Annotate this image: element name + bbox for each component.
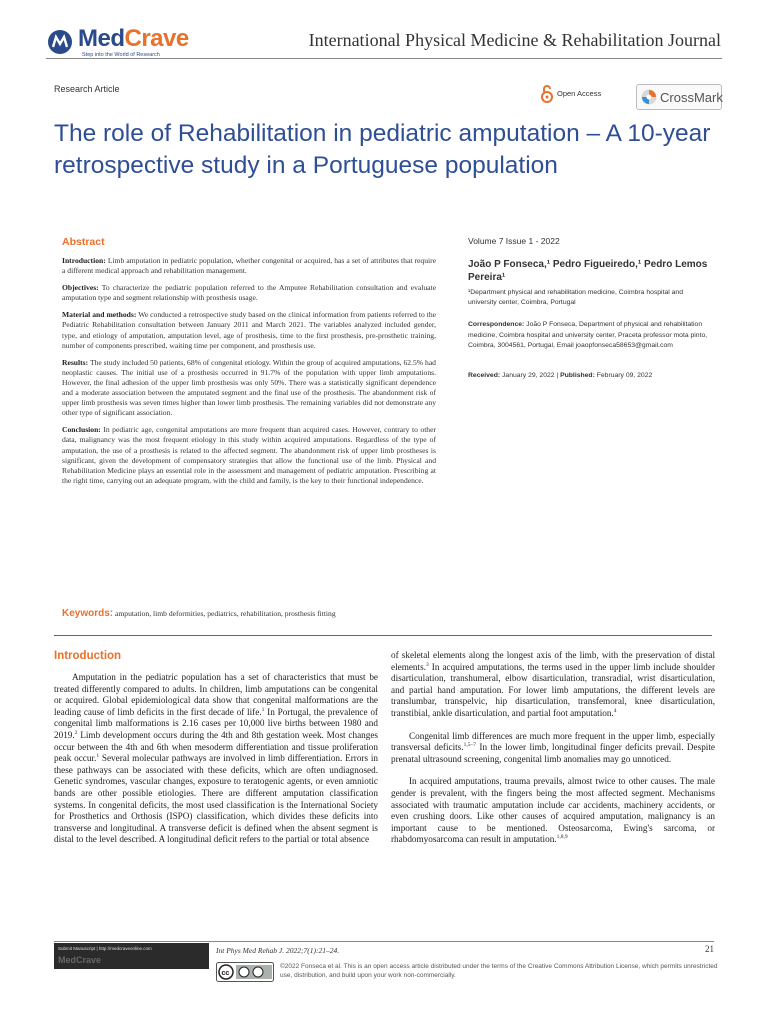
crossmark-button[interactable] xyxy=(636,84,722,110)
keywords xyxy=(62,608,436,619)
dates: Received: January 29, 2022 | Published: February 09, 2022 xyxy=(468,372,653,379)
open-access-lock-icon xyxy=(541,84,553,104)
introduction-heading: Introduction xyxy=(54,650,122,662)
abstract-results: Results: The study included 50 patients, 68% of congenital etiology. Within the group of acquired amputations, 62.5% had neoplastic causes. The initial use of a prosthesis occurred in 91.7% of the population with upper limb amputations. However, the final adhesion of the upper limb prosthesis was only 50%. There was a statistically significant dependence and a moderate association between the amputated segment and the final use of the prosthesis. The abandonment risk of upper limb prosthesis was seven times higher than lower limb prosthesis. The remaining variables did not demonstrate any other type of significant association. xyxy=(62,357,436,418)
correspondence xyxy=(468,320,713,352)
correspondence-label: Correspondence: xyxy=(468,321,525,328)
volume-issue: Volume 7 Issue 1 - 2022 xyxy=(468,236,560,246)
body-column-right xyxy=(391,650,715,857)
footer-divider xyxy=(54,941,714,942)
keywords-list: amputation, limb deformities, pediatrics, rehabilitation, prosthesis fitting xyxy=(115,609,336,618)
header-divider xyxy=(46,58,722,59)
abstract-body xyxy=(62,256,436,493)
open-access-badge[interactable] xyxy=(541,84,631,104)
svg-text:cc: cc xyxy=(221,970,230,977)
abstract-divider xyxy=(54,635,712,636)
logo-tagline: Step into the World of Research xyxy=(82,52,160,58)
article-type: Research Article xyxy=(54,84,120,94)
intro-paragraph-3: In acquired amputations, trauma prevails, almost twice to other causes. The male gender is prevalent, with the fingers being the most affected segment. Mechanisms associated with traumatic amputation include car accidents, machinery accidents, or even crushing doors. Like other causes of acquired amputation, malignancy is an important cause to be mentioned. Osteosarcoma, Ewing's sarcoma, or rhabdomyosarcoma can result in amputation.$^{1,8,9}$ xyxy=(391,776,715,845)
medcrave-logo[interactable] xyxy=(46,25,206,62)
submit-manuscript-banner[interactable] xyxy=(54,943,209,969)
intro-paragraph-2: Congenital limb differences are much more frequent in the upper limb, especially transversal deficits.$^{1,5-7}$ In the lower limb, longitudinal finger deficits prevail. Despite prenatal ultrasound screening, congenital limb anomalies may go unnoticed. xyxy=(391,730,715,764)
open-access-label: Open Access xyxy=(557,89,602,98)
abstract-heading: Abstract xyxy=(62,236,105,248)
abstract-introduction: Introduction: Limb amputation in pediatric population, whether congenital or acquired, has a set of attributes that require a different medical approach and rehabilitation management. xyxy=(62,256,436,276)
abstract-methods: Material and methods: We conducted a retrospective study based on the clinical information from patients referred to the Pediatric Rehabilitation consultation between January 2011 and March 2021. The variables analyzed included gender, type, and etiology of amputation, amputation level, age of prosthesis, time to the first prosthesis, pre-prosthetic training, number of components prescribed, waiting time per component, and prosthesis use. xyxy=(62,310,437,350)
journal-title[interactable]: International Physical Medicine & Rehabilitation Journal xyxy=(308,30,721,50)
crossmark-icon xyxy=(641,89,657,105)
page-number: 21 xyxy=(705,944,714,954)
medcrave-logo-icon xyxy=(46,28,74,56)
license-text: ©2022 Fonseca et al. This is an open access article distributed under the terms of the Creative Commons Attribution License, which permits unrestricted use, distribution, and build upon your work non-commercially. xyxy=(280,963,718,979)
footer-logo: MedCrave xyxy=(58,955,102,965)
correspondence-text[interactable]: João P Fonseca, Department of physical and rehabilitation medicine, Coimbra hospital and university center, Praceta professor mota pinto, Coimbra, 3004561, Portugal, Email joaopfonseca58653@gmail.com xyxy=(468,321,708,349)
keywords-label: Keywords: xyxy=(62,608,114,619)
intro-paragraph-1-cont: of skeletal elements along the longest axis of the limb, with the preservation of distal elements.$^3$ In acquired amputations, the terms used in the upper limb include shoulder disarticulation, transhumeral, elbow disarticulation, transradial, wrist disarticulation, and partial hand amputation. For lower limb amputations, the different levels are translumbar, transpelvic, hip disarticulation, transfemoral, knee disarticulation, transtibial, ankle disarticulation, and partial foot amputation.$^4$ xyxy=(391,650,715,718)
author-list: João P Fonseca,¹ Pedro Figueiredo,¹ Pedro Lemos Pereira¹ xyxy=(468,259,708,283)
abstract-conclusion: Conclusion: In pediatric age, congenital amputations are more frequent than acquired cases. However, contrary to other data, malignancy was the most frequent etiology in this study within acquired amputations. Regardless of the type of amputation, the use of a prosthesis is related to the affected segment. The abandonment risk of upper limb prostheses is significant, given the development of compensatory strategies that allow the functional use of the limb. Physical and Rehabilitation Medicine plays an essential role in the assessment and management of pediatric amputation. Prescribing at the right time, carrying out an adequate program, with the child and family, is the key to their functional independence. xyxy=(62,425,436,485)
body-column-left xyxy=(54,672,378,857)
submit-manuscript-link[interactable]: Submit Manuscript | http://medcraveonline.com xyxy=(58,946,152,951)
affiliation: ¹Department physical and rehabilitation medicine, Coimbra hospital and university center, Coimbra, Portugal xyxy=(468,289,683,306)
article-title: The role of Rehabilitation in pediatric amputation – A 10-year retrospective study in a Portuguese population xyxy=(54,120,711,179)
intro-paragraph-1: Amputation in the pediatric population has a set of characteristics that must be treated differently compared to adults. In children, limb amputations can be congenital or acquired. Global epidemiological data show that congenital malformations are the leading cause of limb deficits in the first decade of life.$^1$ In Portugal, the prevalence of congenital limb malformations is 2.16 cases per 10,000 live births between 1980 and 2019.$^2$ Limb development occurs during the 4th and 8th gestation week. Most changes occur between the 4th and 6th when mesoderm differentiation and tissue proliferation peak occur.$^1$ Several molecular pathways are involved in limb differentiation. Errors in these pathways can be associated with these deficits, which are often undiagnosed. Genetic syndromes, vascular changes, exposure to teratogenic agents, or even amniotic bands are other possible etiologies. There are different amputation classification systems. In congenital deficits, the most used classification is the International Society for Prosthetics and Orthosis (ISPO) classification, which divides these deficits into transverse and longitudinal. A transverse deficit is defined when the absent segment is distal to the level described. A longitudinal deficit refers to the partial or total absence xyxy=(54,672,378,845)
creative-commons-icon[interactable] xyxy=(216,962,274,982)
crossmark-label: CrossMark xyxy=(660,90,723,105)
abstract-objectives: Objectives: To characterize the pediatric population referred to the Amputee Rehabilitation consultation and evaluate amputation type and segment relationship with prosthesis usage. xyxy=(62,283,436,303)
logo-wordmark: MedCrave xyxy=(78,25,189,52)
citation: Int Phys Med Rehab J. 2022;7(1):21‒24. xyxy=(216,946,340,955)
